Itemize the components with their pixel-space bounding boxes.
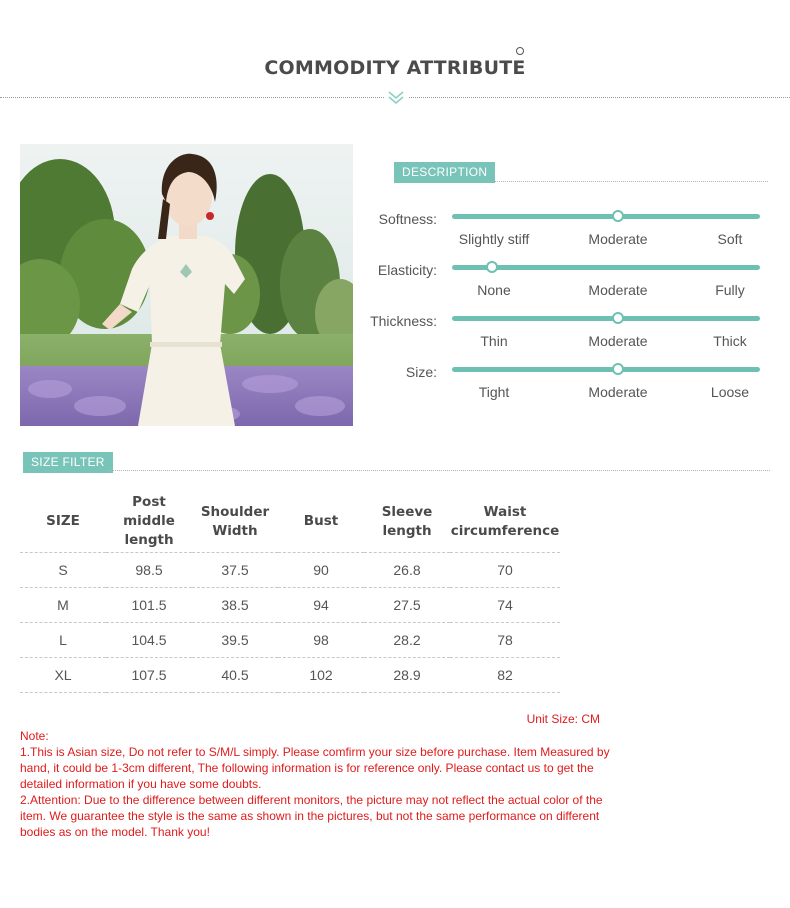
thickness-option-mid: Moderate	[588, 333, 648, 349]
table-cell: 90	[278, 552, 364, 587]
notes-title: Note:	[20, 729, 49, 743]
header-bust: Bust	[303, 513, 339, 530]
size-filter-tag: SIZE FILTER	[23, 452, 113, 473]
table-cell: 37.5	[192, 552, 278, 587]
table-cell: XL	[20, 657, 106, 692]
size-option-mid: Moderate	[588, 384, 648, 400]
thickness-option-high: Thick	[713, 333, 747, 349]
header-size: SIZE	[46, 513, 80, 530]
size-track	[452, 367, 760, 372]
softness-track	[452, 214, 760, 219]
thickness-track	[452, 316, 760, 321]
table-row	[20, 587, 560, 622]
table-cell: 102	[278, 657, 364, 692]
table-cell: 39.5	[192, 622, 278, 657]
header-post-middle-length: Post middle length	[123, 494, 175, 549]
softness-label: Softness:	[378, 211, 437, 227]
table-cell: 107.5	[106, 657, 192, 692]
elasticity-knob	[486, 261, 498, 273]
elasticity-option-mid: Moderate	[588, 282, 648, 298]
softness-option-high: Soft	[717, 231, 743, 247]
table-cell: 94	[278, 587, 364, 622]
double-chevron-down-icon	[384, 88, 408, 106]
table-header-row	[20, 492, 560, 552]
thickness-knob	[612, 312, 624, 324]
elasticity-option-low: None	[477, 282, 511, 298]
size-option-low: Tight	[478, 384, 510, 400]
page-title: COMMODITY ATTRIBUTE	[264, 57, 526, 79]
table-cell: 28.2	[364, 622, 450, 657]
table-cell: 82	[450, 657, 560, 692]
product-photo	[20, 144, 353, 426]
elasticity-track	[452, 265, 760, 270]
softness-knob	[612, 210, 624, 222]
table-cell: 78	[450, 622, 560, 657]
size-label: Size:	[405, 364, 437, 380]
description-tag: DESCRIPTION	[394, 162, 495, 183]
table-row	[20, 622, 560, 657]
header-sleeve-length: Sleeve length	[381, 503, 433, 539]
table-cell: 74	[450, 587, 560, 622]
size-filter-divider	[108, 470, 770, 471]
table-cell: 104.5	[106, 622, 192, 657]
elasticity-label: Elasticity:	[377, 262, 437, 278]
table-cell: M	[20, 587, 106, 622]
table-cell: L	[20, 622, 106, 657]
table-cell: 40.5	[192, 657, 278, 692]
table-row	[20, 552, 560, 587]
table-cell: 28.9	[364, 657, 450, 692]
size-table	[20, 492, 560, 693]
table-row	[20, 657, 560, 692]
unit-size-note: Unit Size: CM	[526, 712, 600, 726]
degree-circle-icon	[516, 47, 524, 55]
table-cell: 70	[450, 552, 560, 587]
elasticity-option-high: Fully	[715, 282, 745, 298]
table-cell: 101.5	[106, 587, 192, 622]
size-option-high: Loose	[710, 384, 750, 400]
description-divider	[493, 181, 768, 182]
table-cell: 98	[278, 622, 364, 657]
table-cell: 98.5	[106, 552, 192, 587]
note-line-1: 1.This is Asian size, Do not refer to S/M/L simply. Please comfirm your size before purchase. Item Measured by hand, it could be 1-3cm different, The following information is for reference only. Please contact us to get the detailed information if you have some doubts.	[20, 745, 610, 791]
note-line-2: 2.Attention: Due to the difference between different monitors, the picture may not reflect the actual color of the item. We guarantee the style is the same as shown in the pictures, but not the same performance on different bodies as on the model. Thank you!	[20, 793, 603, 839]
header-shoulder-width: Shoulder Width	[200, 503, 270, 539]
softness-option-low: Slightly stiff	[458, 231, 530, 247]
table-cell: 26.8	[364, 552, 450, 587]
notes-block	[20, 728, 610, 840]
header-waist-circumference: Waist circumference	[450, 503, 560, 539]
table-cell: 38.5	[192, 587, 278, 622]
table-cell: 27.5	[364, 587, 450, 622]
softness-option-mid: Moderate	[588, 231, 648, 247]
thickness-option-low: Thin	[480, 333, 508, 349]
thickness-label: Thickness:	[370, 313, 437, 329]
size-knob	[612, 363, 624, 375]
table-cell: S	[20, 552, 106, 587]
